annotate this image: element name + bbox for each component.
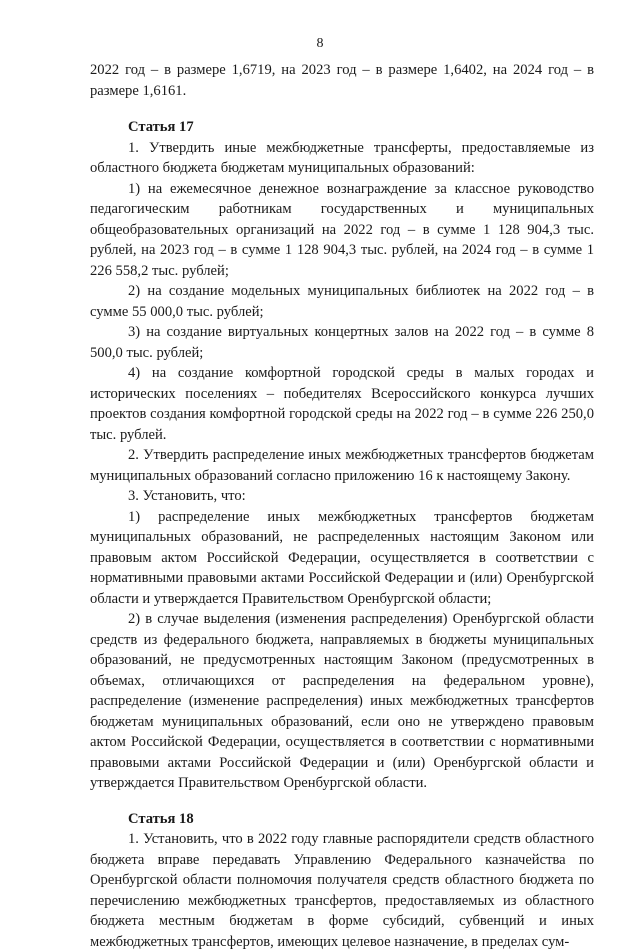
article-17-item-2: 2) на создание модельных муниципальных библиотек на 2022 год – в сумме 55 000,0 тыс. рублей; xyxy=(90,281,594,322)
article-17-para-2: 2. Утвердить распределение иных межбюджетных трансфертов бюджетам муниципальных образований согласно приложению 16 к настоящему Закону. xyxy=(90,445,594,486)
article-18-title: Статья 18 xyxy=(90,809,594,830)
article-17-item-1: 1) на ежемесячное денежное вознаграждение за классное руководство педагогическим работникам государственных и муниципальных общеобразовательных организаций на 2022 год – в сумме 1 128 904,3 тыс. рублей, на 2023 год – в сумме 1 128 904,3 тыс. рублей, на 2024 год – в сумме 1 226 558,2 тыс. рублей; xyxy=(90,179,594,282)
article-17-item-3: 3) на создание виртуальных концертных залов на 2022 год – в сумме 8 500,0 тыс. рублей; xyxy=(90,322,594,363)
article-17-title: Статья 17 xyxy=(90,117,594,138)
paragraph-continuation: 2022 год – в размере 1,6719, на 2023 год – в размере 1,6402, на 2024 год – в размере 1,6161. xyxy=(90,60,594,101)
page-number: 8 xyxy=(0,36,640,52)
article-17-item-4: 4) на создание комфортной городской среды в малых городах и исторических поселениях – победителях Всероссийского конкурса лучших проектов создания комфортной городской среды на 2022 год – в сумме 226 250,0 тыс. рублей. xyxy=(90,363,594,445)
article-17-para-1: 1. Утвердить иные межбюджетные трансферты, предоставляемые из областного бюджета бюджетам муниципальных образований: xyxy=(90,138,594,179)
document-body xyxy=(90,60,594,952)
article-18-para-1: 1. Установить, что в 2022 году главные распорядители средств областного бюджета вправе передавать Управлению Федерального казначейства по Оренбургской области полномочия получателя средств областного бюджета по перечислению межбюджетных трансфертов, предоставляемых из областного бюджета местным бюджетам в форме субсидий, субвенций и иных межбюджетных трансфертов, имеющих целевое назначение, в пределах сум- xyxy=(90,829,594,952)
article-17-para-3-item-1: 1) распределение иных межбюджетных трансфертов бюджетам муниципальных образований, не распределенных настоящим Законом или правовым актом Российской Федерации, осуществляется в соответствии с нормативными правовыми актами Российской Федерации и (или) Оренбургской области и утверждается Правительством Оренбургской области; xyxy=(90,507,594,610)
article-17-para-3: 3. Установить, что: xyxy=(90,486,594,507)
article-17-section xyxy=(90,117,594,794)
article-18-section xyxy=(90,809,594,952)
article-17-para-3-item-2: 2) в случае выделения (изменения распределения) Оренбургской области средств из федерального бюджета, направляемых в бюджеты муниципальных образований, не предусмотренных настоящим Законом (предусмотренных в объемах, отличающихся от распределения на федеральном уровне), распределение (изменение распределения) иных межбюджетных трансфертов бюджетам муниципальных образований, если оно не утверждено правовым актом Российской Федерации, осуществляется в соответствии с нормативными правовыми актами Российской Федерации и (или) Оренбургской области и утверждается Правительством Оренбургской области. xyxy=(90,609,594,794)
